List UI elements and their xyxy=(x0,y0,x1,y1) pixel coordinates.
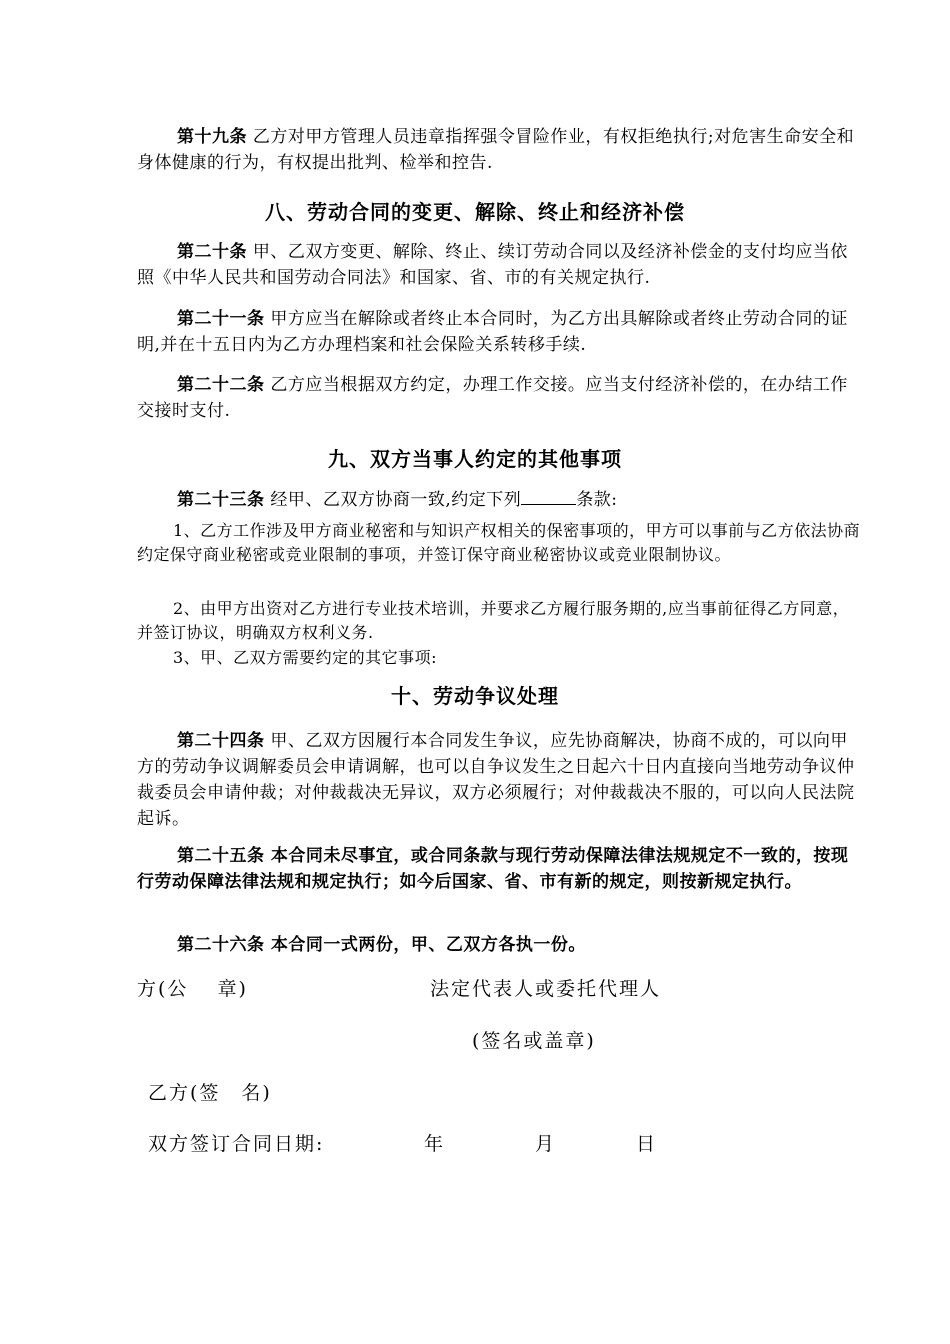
date-day-label: 日 xyxy=(636,1133,658,1155)
signing-date-label: 双方签订合同日期: xyxy=(148,1133,325,1155)
article-20-text: 甲、乙双方变更、解除、终止、续订劳动合同以及经济补偿金的支付均应当依照《中华人民共和国劳动合同法》和国家、省、市的有关规定执行. xyxy=(137,242,848,288)
article-19 xyxy=(137,124,857,176)
article-20 xyxy=(137,239,857,291)
item-3: 3、甲、乙双方需要约定的其它事项: xyxy=(173,648,438,667)
article-22-text: 乙方应当根据双方约定，办理工作交接。应当支付经济补偿的，在办结工作交接时支付. xyxy=(137,375,848,421)
article-23-text-after: 条款: xyxy=(576,490,618,510)
date-year-label: 年 xyxy=(424,1133,446,1155)
article-20-title: 第二十条 xyxy=(177,242,247,262)
article-19-title: 第十九条 xyxy=(177,127,247,147)
legal-representative-label: 法定代表人或委托代理人 xyxy=(430,978,662,1000)
section-10-heading: 十、劳动争议处理 xyxy=(391,684,559,708)
article-24-text: 甲、乙双方因履行本合同发生争议，应先协商解决，协商不成的，可以向甲方的劳动争议调解委员会申请调解，也可以自争议发生之日起六十日内直接向当地劳动争议仲裁委员会申请仲裁；对仲裁裁决无异议，双方必须履行；对仲裁裁决不服的，可以向人民法院起诉。 xyxy=(137,731,855,829)
article-23-text-before: 经甲、乙双方协商一致,约定下列 xyxy=(270,490,522,510)
party-a-seal-label: 方(公 章) xyxy=(137,978,248,1000)
article-22 xyxy=(137,372,857,424)
article-22-title: 第二十二条 xyxy=(177,375,265,395)
article-23-title: 第二十三条 xyxy=(177,490,265,510)
article-25 xyxy=(137,843,857,895)
article-25-text: 本合同未尽事宜，或合同条款与现行劳动保障法律法规规定不一致的，按现行劳动保障法律法规和规定执行；如今后国家、省、市有新的规定，则按新规定执行。 xyxy=(137,846,849,892)
article-21 xyxy=(137,306,857,358)
article-23-blank xyxy=(521,488,576,505)
article-21-title: 第二十一条 xyxy=(177,309,265,329)
date-month-label: 月 xyxy=(535,1133,557,1155)
article-26-title: 第二十六条 xyxy=(177,935,265,955)
article-21-text: 甲方应当在解除或者终止本合同时，为乙方出具解除或者终止劳动合同的证明,并在十五日内为乙方办理档案和社会保险关系转移手续. xyxy=(137,309,848,355)
article-26 xyxy=(137,932,857,958)
article-24-title: 第二十四条 xyxy=(177,731,265,751)
item-2: 2、由甲方出资对乙方进行专业技术培训，并要求乙方履行服务期的,应当事前征得乙方同意，并签订协议，明确双方权利义务. xyxy=(137,599,850,642)
item-1: 1、乙方工作涉及甲方商业秘密和与知识产权相关的保密事项的，甲方可以事前与乙方依法协商约定保守商业秘密或竞业限制的事项，并签订保守商业秘密协议或竞业限制协议。 xyxy=(137,521,861,564)
party-b-sign-label: 乙方(签 名) xyxy=(148,1082,272,1104)
article-24 xyxy=(137,728,857,832)
sign-or-seal-label: (签名或盖章) xyxy=(472,1030,596,1052)
article-25-title: 第二十五条 xyxy=(177,846,265,866)
article-23 xyxy=(137,487,857,513)
section-8-heading: 八、劳动合同的变更、解除、终止和经济补偿 xyxy=(265,200,685,224)
article-26-text: 本合同一式两份，甲、乙双方各执一份。 xyxy=(270,935,586,955)
section-9-heading: 九、双方当事人约定的其他事项 xyxy=(328,447,622,471)
article-19-text: 乙方对甲方管理人员违章指挥强令冒险作业，有权拒绝执行;对危害生命安全和身体健康的行为，有权提出批判、检举和控告. xyxy=(137,127,855,173)
